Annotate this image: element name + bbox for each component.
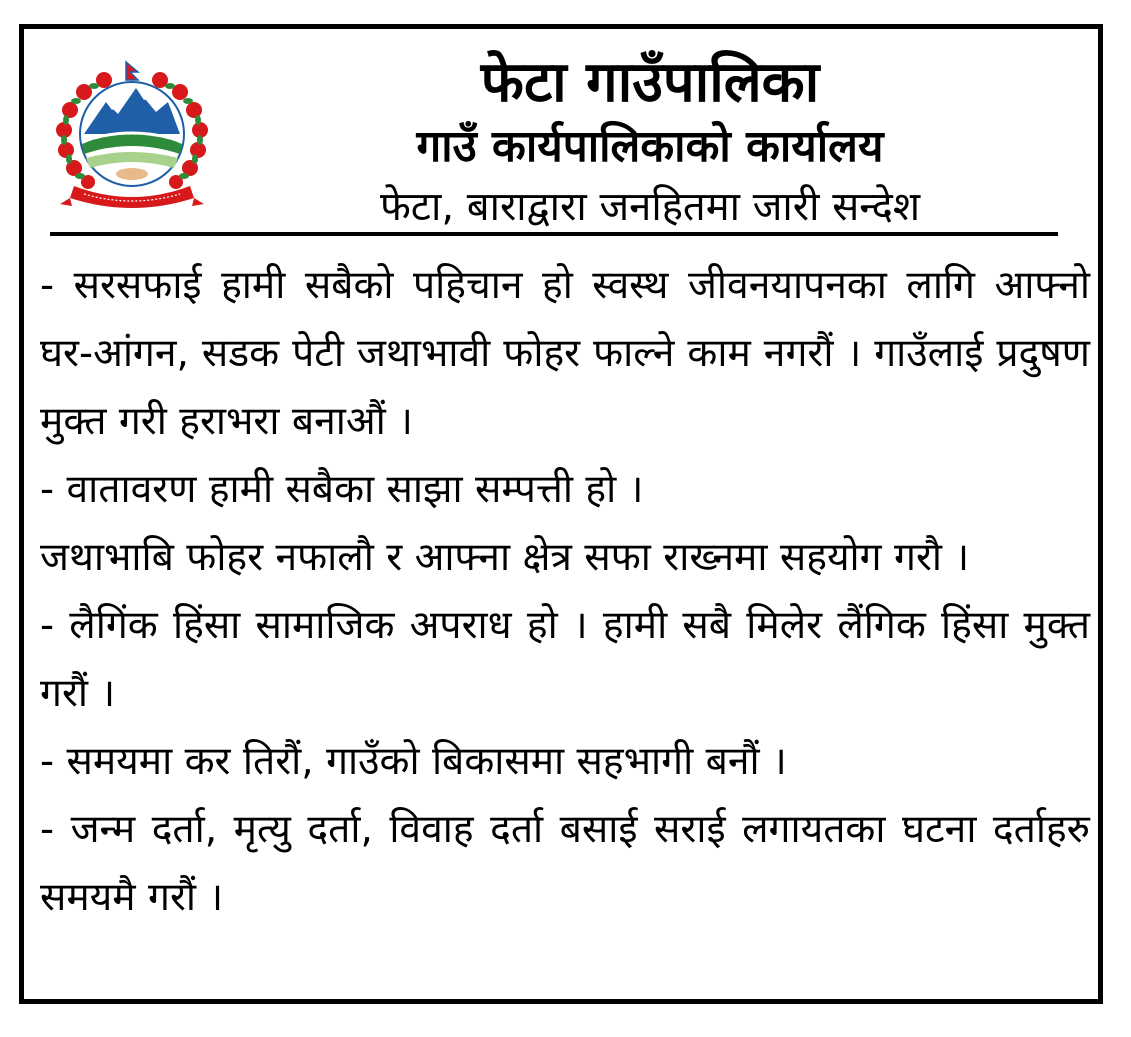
message-vital-registration: - जन्म दर्ता, मृत्यु दर्ता, विवाह दर्ता बसाई सराई लगायतका घटना दर्ताहरु समयमै गरौं । [40,807,1090,920]
public-notice-caption: फेटा, बाराद्वारा जनहितमा जारी सन्देश [379,184,921,230]
nepal-emblem-icon [44,58,220,208]
header-divider [50,232,1058,236]
notice-body [40,252,1090,932]
message-environment: - वातावरण हामी सबैका साझा सम्पत्ती हो । [40,467,644,512]
office-subtitle: गाउँ कार्यपालिकाको कार्यालय [416,121,884,172]
message-clean-area: जथाभाबि फोहर नफालौ र आफ्ना क्षेत्र सफा राख्नमा सहयोग गरौ । [40,535,970,580]
message-gender-violence: - लैगिंक हिंसा सामाजिक अपराध हो । हामी सबै मिलेर लैंगिक हिंसा मुक्त गरौं । [40,603,1090,716]
message-sanitation: - सरसफाई हामी सबैको पहिचान हो स्वस्थ जीवनयापनका लागि आफ्नो घर-आंगन, सडक पेटी जथाभावी फोहर फाल्ने काम नगरौं । गाउँलाई प्रदुषण मुक्त गरी हराभरा बनाऔं । [40,263,1090,444]
message-pay-tax: - समयमा कर तिरौं, गाउँको बिकासमा सहभागी बनौं । [40,739,787,784]
office-title: फेटा गाउँपालिका [480,50,820,115]
